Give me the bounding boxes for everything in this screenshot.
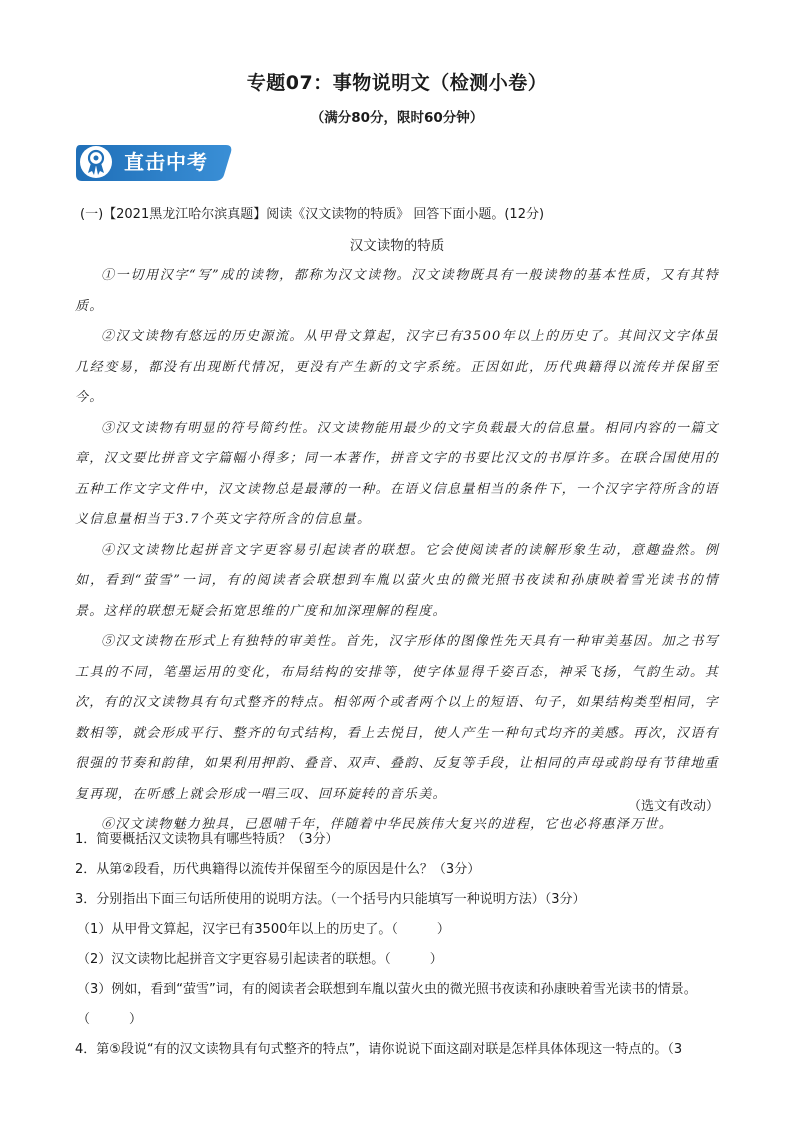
paragraph-2: ②汉文读物有悠远的历史源流。从甲骨文算起，汉字已有3500年以上的历史了。其间汉文字体虽几经变易，都没有出现断代情况，更没有产生新的文字系统。正因如此，历代典籍得以流传并保留至今。 [75, 329, 719, 405]
page-subtitle: （满分80分，限时60分钟） [310, 110, 484, 126]
paragraph-4: ④汉文读物比起拼音文字更容易引起读者的联想。它会使阅读者的读解形象生动，意趣盎然。例如，看到“萤雪”一词，有的阅读者会联想到车胤以萤火虫的微光照书夜读和孙康映着雪光读书的情景。这样的联想无疑会拓宽思维的广度和加深理解的程度。 [75, 542, 719, 619]
question-2: 2．从第②段看，历代典籍得以流传并保留至今的原因是什么？（3分） [75, 862, 481, 877]
paragraph-3: ③汉文读物有明显的符号简约性。汉文读物能用最少的文字负载最大的信息量。相同内容的一篇文章，汉文要比拼音文字篇幅小得多；同一本著作，拼音文字的书要比汉文的书厚许多。在联合国使用的五种工作文字文件中，汉文读物总是最薄的一种。在语义信息量相当的条件下，一个汉字字符所含的语义信息量相当于3.7个英文字符所含的信息量。 [75, 420, 719, 527]
paragraph-1: ①一切用汉字“写”成的读物，都称为汉文读物。汉文读物既具有一般读物的基本性质，又有其特质。 [75, 268, 719, 314]
question-3-3-blank: （ ） [77, 1012, 143, 1027]
section-heading: (一)【2021黑龙江哈尔滨真题】阅读《汉文读物的特质》 回答下面小题。(12分) [80, 207, 545, 222]
paragraph-6: ⑥汉文读物魅力独具，已恩哺千年，伴随着中华民族伟大复兴的进程，它也必将惠泽万世。 [101, 817, 674, 832]
question-1: 1．简要概括汉文读物具有哪些特质？（3分） [75, 832, 339, 847]
question-4: 4．第⑤段说“有的汉文读物具有句式整齐的特点”，请你说说下面这副对联是怎样具体体现这一特点的。（3 [75, 1042, 683, 1057]
question-3-3: （3）例如，看到“萤雪”词，有的阅读者会联想到车胤以萤火虫的微光照书夜读和孙康映着雪光读书的情景。 [77, 982, 697, 997]
banner-label: 直击中考 [124, 150, 208, 174]
question-list [75, 825, 725, 1065]
section-banner [74, 141, 234, 183]
award-ribbon-icon [78, 142, 118, 182]
page-title: 专题07：事物说明文（检测小卷） [246, 72, 548, 94]
passage-body [75, 261, 719, 841]
question-3: 3．分别指出下面三句话所使用的说明方法。（一个括号内只能填写一种说明方法）（3分） [75, 892, 586, 907]
paragraph-5: ⑤汉文读物在形式上有独特的审美性。首先，汉字形体的图像性先天具有一种审美基因。加之书写工具的不同，笔墨运用的变化，布局结构的安排等，使字体显得千姿百态，神采飞扬，气韵生动。其次，有的汉文读物具有句式整齐的特点。相邻两个或者两个以上的短语、句子，如果结构类型相同，字数相等，就会形成平行、整齐的句式结构，看上去悦目，使人产生一种句式均齐的美感。再次，汉语有很强的节奏和韵律，如果利用押韵、叠音、双声、叠韵、反复等手段，让相同的声母或韵母有节律地重复再现，在听感上就会形成一唱三叹、回环旋转的音乐美。 [75, 634, 719, 802]
question-3-2: （2）汉文读物比起拼音文字更容易引起读者的联想。（ ） [77, 952, 443, 967]
passage-source-note: （选文有改动） [627, 799, 719, 814]
passage-title: 汉文读物的特质 [349, 238, 445, 254]
question-3-1: （1）从甲骨文算起，汉字已有3500年以上的历史了。（ ） [77, 922, 450, 937]
